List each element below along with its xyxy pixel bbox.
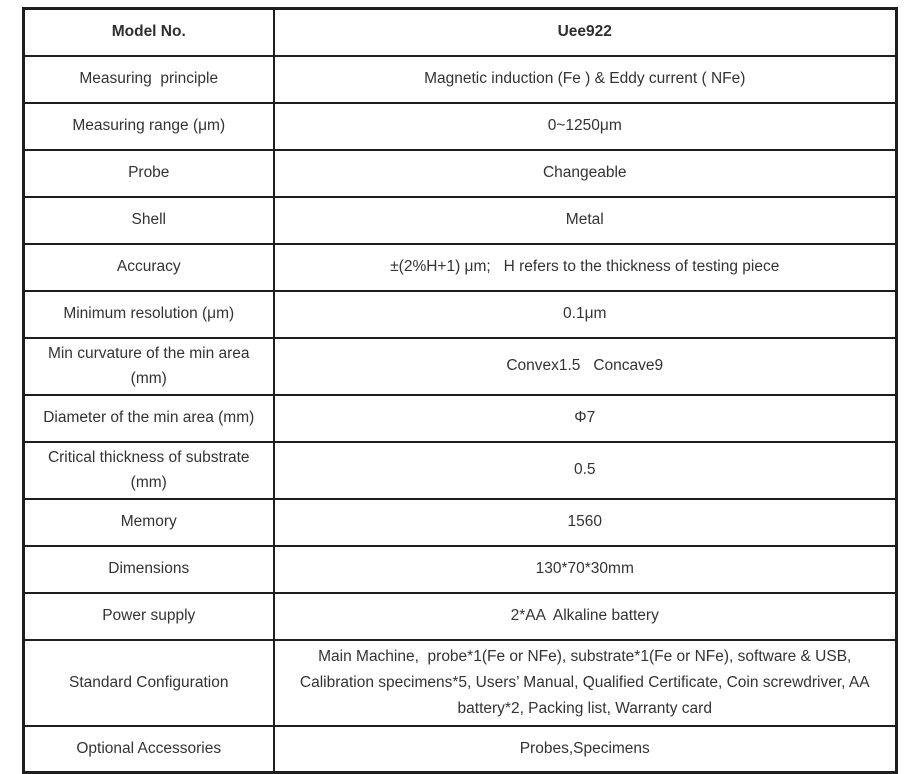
- spec-value: 0~1250μm: [274, 103, 897, 150]
- spec-value: 0.5: [274, 442, 897, 499]
- spec-label: Measuring principle: [24, 56, 274, 103]
- spec-value: Uee922: [274, 9, 897, 56]
- spec-label: Power supply: [24, 593, 274, 640]
- spec-value: Changeable: [274, 150, 897, 197]
- table-row-min-curvature: [24, 338, 897, 395]
- spec-label: Probe: [24, 150, 274, 197]
- spec-label: Diameter of the min area (mm): [24, 395, 274, 442]
- spec-value: Convex1.5 Concave9: [274, 338, 897, 395]
- spec-label: Minimum resolution (μm): [24, 291, 274, 338]
- spec-label: Standard Configuration: [24, 640, 274, 726]
- spec-value: Magnetic induction (Fe ) & Eddy current ( NFe): [274, 56, 897, 103]
- spec-value: 0.1μm: [274, 291, 897, 338]
- spec-label: Min curvature of the min area (mm): [24, 338, 274, 395]
- table-row-minimum-resolution: [24, 291, 897, 338]
- spec-label: Memory: [24, 499, 274, 546]
- spec-value: 1560: [274, 499, 897, 546]
- table-row-memory: [24, 499, 897, 546]
- table-row-standard-configuration: [24, 640, 897, 726]
- spec-label: Optional Accessories: [24, 726, 274, 773]
- table-row-accuracy: [24, 244, 897, 291]
- spec-value: Φ7: [274, 395, 897, 442]
- table-row-measuring-range: [24, 103, 897, 150]
- spec-value: Main Machine, probe*1(Fe or NFe), substrate*1(Fe or NFe), software & USB, Calibration specimens*5, Users’ Manual, Qualified Certificate, Coin screwdriver, AA battery*2, Packing list, Warranty card: [274, 640, 897, 726]
- spec-label: Accuracy: [24, 244, 274, 291]
- spec-value: 130*70*30mm: [274, 546, 897, 593]
- spec-table-body: [24, 9, 897, 773]
- spec-value: ±(2%H+1) μm; H refers to the thickness of testing piece: [274, 244, 897, 291]
- table-row-model-no: [24, 9, 897, 56]
- table-row-diameter-min-area: [24, 395, 897, 442]
- table-row-critical-thickness: [24, 442, 897, 499]
- table-row-power-supply: [24, 593, 897, 640]
- spec-label: Critical thickness of substrate (mm): [24, 442, 274, 499]
- spec-label: Measuring range (μm): [24, 103, 274, 150]
- spec-label: Shell: [24, 197, 274, 244]
- spec-label: Dimensions: [24, 546, 274, 593]
- table-row-shell: [24, 197, 897, 244]
- spec-value: Metal: [274, 197, 897, 244]
- spec-label: Model No.: [24, 9, 274, 56]
- spec-table: [22, 7, 898, 774]
- table-row-probe: [24, 150, 897, 197]
- table-row-dimensions: [24, 546, 897, 593]
- table-row-measuring-principle: [24, 56, 897, 103]
- spec-value: 2*AA Alkaline battery: [274, 593, 897, 640]
- spec-value: Probes,Specimens: [274, 726, 897, 773]
